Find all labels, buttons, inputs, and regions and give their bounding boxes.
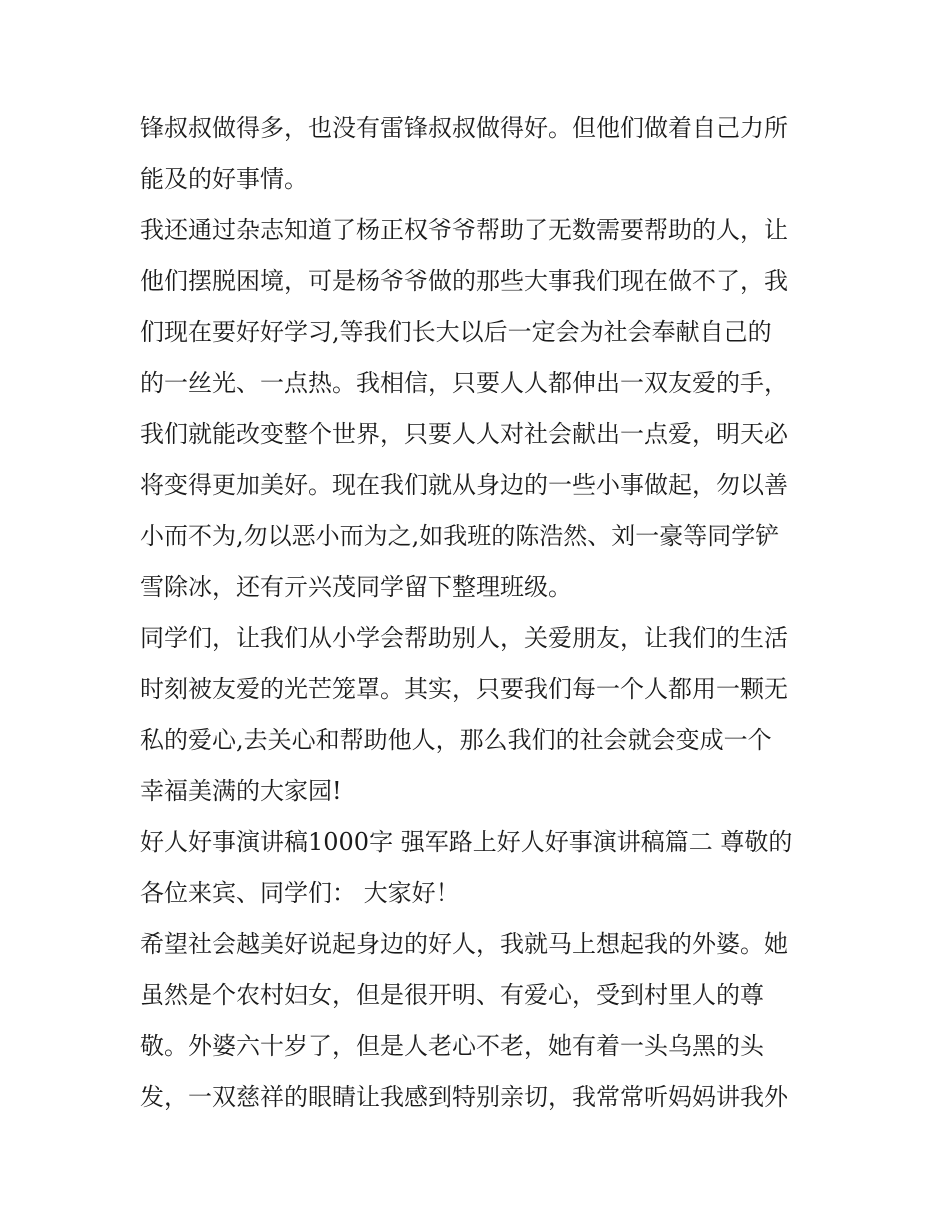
- text-line: 将变得更加美好。现在我们就从身边的一些小事做起，勿以善: [140, 471, 788, 499]
- text-line: 他们摆脱困境，可是杨爷爷做的那些大事我们现在做不了，我: [140, 267, 788, 295]
- text-line: 的一丝光、一点热。我相信，只要人人都伸出一双友爱的手，: [140, 369, 788, 397]
- text-line: 小而不为,勿以恶小而为之,如我班的陈浩然、刘一豪等同学铲: [140, 522, 780, 550]
- text-line: 希望社会越美好说起身边的好人，我就马上想起我的外婆。她: [140, 930, 788, 958]
- text-line: 我还通过杂志知道了杨正权爷爷帮助了无数需要帮助的人，让: [140, 216, 788, 244]
- text-line: 锋叔叔做得多，也没有雷锋叔叔做得好。但他们做着自己力所: [140, 114, 788, 142]
- text-line: 们现在要好好学习,等我们长大以后一定会为社会奉献自己的: [140, 318, 772, 346]
- text-line: 雪除冰，还有亓兴茂同学留下整理班级。: [140, 573, 572, 601]
- text-line: 同学们，让我们从小学会帮助别人，关爱朋友，让我们的生活: [140, 624, 788, 652]
- text-line: 时刻被友爱的光芒笼罩。其实，只要我们每一个人都用一颗无: [140, 675, 788, 703]
- text-line: 各位来宾、同学们： 大家好！: [140, 879, 460, 907]
- text-line: 发，一双慈祥的眼睛让我感到特别亲切，我常常听妈妈讲我外: [140, 1083, 788, 1111]
- text-line: 敬。外婆六十岁了，但是人老心不老，她有着一头乌黑的头: [140, 1032, 764, 1060]
- text-line: 能及的好事情。: [140, 165, 308, 193]
- document-body: [140, 103, 820, 1123]
- text-line: 虽然是个农村妇女，但是很开明、有爱心，受到村里人的尊: [140, 981, 764, 1009]
- text-line: 好人好事演讲稿1000字 强军路上好人好事演讲稿篇二 尊敬的: [140, 828, 793, 856]
- text-line: 私的爱心,去关心和帮助他人，那么我们的社会就会变成一个: [140, 726, 772, 754]
- text-line: 幸福美满的大家园!: [140, 777, 342, 805]
- text-line: 我们就能改变整个世界，只要人人对社会献出一点爱，明天必: [140, 420, 788, 448]
